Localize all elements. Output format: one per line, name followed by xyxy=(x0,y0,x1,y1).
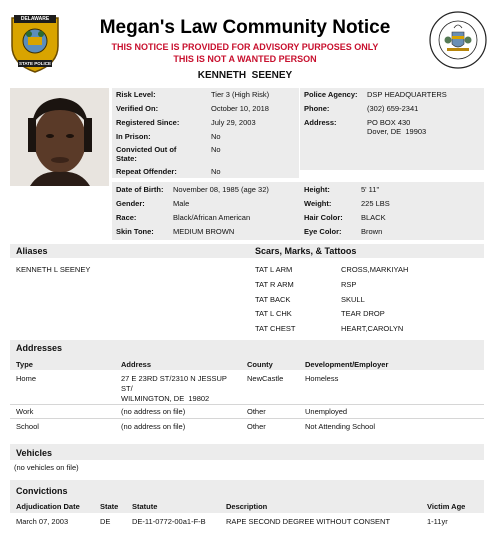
convicted-out-of-state-value: No xyxy=(211,145,221,154)
dob-value: November 08, 1985 (age 32) xyxy=(173,185,269,194)
agency-panel xyxy=(300,88,484,170)
advisory-line-2: THIS IS NOT A WANTED PERSON xyxy=(173,54,317,64)
col-county: County xyxy=(247,360,273,369)
address-dev: Unemployed xyxy=(305,407,348,416)
agency-address-line-2: Dover, DE 19903 xyxy=(367,127,427,136)
weight-label: Weight: xyxy=(304,199,332,208)
height-value: 5' 11" xyxy=(361,185,380,194)
address-line: (no address on file) xyxy=(121,407,186,416)
address-label: Address: xyxy=(304,118,337,127)
address-county: Other xyxy=(247,407,266,416)
address-dev: Not Attending School xyxy=(305,422,376,431)
registered-since-label: Registered Since: xyxy=(116,118,180,127)
skin-tone-label: Skin Tone: xyxy=(116,227,154,236)
aliases-title: Aliases xyxy=(16,246,48,256)
dob-label: Date of Birth: xyxy=(116,185,164,194)
badge-bottom-text: STATE POLICE xyxy=(18,61,52,66)
in-prison-label: In Prison: xyxy=(116,132,151,141)
address-dev: Homeless xyxy=(305,374,339,383)
address-line: 27 E 23RD ST/2310 N JESSUP xyxy=(121,374,227,383)
address-line: (no address on file) xyxy=(121,422,186,431)
conviction-statute: DE-11-0772-00a1-F-B xyxy=(132,517,206,526)
row-divider xyxy=(10,418,484,419)
address-line: ST/ xyxy=(121,384,133,393)
col-address: Address xyxy=(121,360,152,369)
eye-color-label: Eye Color: xyxy=(304,227,342,236)
conviction-date: March 07, 2003 xyxy=(16,517,69,526)
col-development: Development/Employer xyxy=(305,360,389,369)
scar-type: TAT L ARM xyxy=(255,265,293,274)
race-value: Black/African American xyxy=(173,213,251,222)
scar-desc: SKULL xyxy=(341,295,365,304)
conviction-description: RAPE SECOND DEGREE WITHOUT CONSENT xyxy=(226,517,391,526)
height-label: Height: xyxy=(304,185,330,194)
delaware-seal-logo xyxy=(428,10,488,70)
registration-details-panel xyxy=(112,88,299,178)
col-statute: Statute xyxy=(132,502,158,511)
aliases-header xyxy=(10,244,484,258)
risk-level-value: Tier 3 (High Risk) xyxy=(211,90,270,99)
hair-color-label: Hair Color: xyxy=(304,213,343,222)
gender-label: Gender: xyxy=(116,199,145,208)
phone-value: (302) 659-2341 xyxy=(367,104,419,113)
gender-value: Male xyxy=(173,199,190,208)
address-line: WILMINGTON, DE 19802 xyxy=(121,394,210,403)
conviction-victim-age: 1-11yr xyxy=(427,517,448,526)
address-county: Other xyxy=(247,422,266,431)
agency-address-line-1: PO BOX 430 xyxy=(367,118,411,127)
address-type: School xyxy=(16,422,39,431)
offender-photo xyxy=(10,88,109,186)
physical-description-panel xyxy=(112,182,484,240)
convicted-out-of-state-label: Convicted Out of State: xyxy=(116,145,177,163)
detail-row xyxy=(116,90,156,99)
police-agency-value: DSP HEADQUARTERS xyxy=(367,90,447,99)
scar-desc: RSP xyxy=(341,280,357,289)
col-state: State xyxy=(100,502,119,511)
scar-desc: HEART,CAROLYN xyxy=(341,324,404,333)
scar-type: TAT CHEST xyxy=(255,324,296,333)
col-description: Description xyxy=(226,502,268,511)
convictions-title: Convictions xyxy=(16,486,68,496)
scars-title: Scars, Marks, & Tattoos xyxy=(255,246,357,256)
police-agency-label: Police Agency: xyxy=(304,90,358,99)
addresses-title: Addresses xyxy=(16,343,63,353)
repeat-offender-value: No xyxy=(211,167,221,176)
scar-desc: TEAR DROP xyxy=(341,309,385,318)
advisory-line-1: THIS NOTICE IS PROVIDED FOR ADVISORY PURPOSES ONLY xyxy=(111,42,379,52)
skin-tone-value: MEDIUM BROWN xyxy=(173,227,235,236)
alias-item: KENNETH L SEENEY xyxy=(16,265,91,274)
risk-level-label: Risk Level: xyxy=(116,90,156,99)
badge-top-text: DELAWARE xyxy=(20,16,50,22)
verified-on-label: Verified On: xyxy=(116,104,159,113)
convictions-header xyxy=(10,480,484,513)
scar-desc: CROSS,MARKIYAH xyxy=(341,265,409,274)
col-type: Type xyxy=(16,360,33,369)
hair-color-value: BLACK xyxy=(361,213,386,222)
page-title: Megan's Law Community Notice xyxy=(99,17,391,38)
offender-name: KENNETH SEENEY xyxy=(197,70,293,81)
race-label: Race: xyxy=(116,213,137,222)
scar-type: TAT L CHK xyxy=(255,309,292,318)
vehicles-title: Vehicles xyxy=(16,448,53,458)
address-county: NewCastle xyxy=(247,374,284,383)
address-type: Home xyxy=(16,374,37,383)
verified-on-value: October 10, 2018 xyxy=(211,104,269,113)
state-police-badge-logo xyxy=(8,12,62,74)
col-victim-age: Victim Age xyxy=(427,502,466,511)
vehicles-text: (no vehicles on file) xyxy=(14,463,79,472)
registered-since-value: July 29, 2003 xyxy=(211,118,256,127)
eye-color-value: Brown xyxy=(361,227,383,236)
addresses-header xyxy=(10,340,484,370)
col-adjudication-date: Adjudication Date xyxy=(16,502,80,511)
address-type: Work xyxy=(16,407,34,416)
vehicles-header xyxy=(10,444,484,460)
weight-value: 225 LBS xyxy=(361,199,390,208)
row-divider xyxy=(10,404,484,405)
in-prison-value: No xyxy=(211,132,221,141)
scar-type: TAT BACK xyxy=(255,295,291,304)
repeat-offender-label: Repeat Offender: xyxy=(116,167,177,176)
conviction-state: DE xyxy=(100,517,111,526)
phone-label: Phone: xyxy=(304,104,330,113)
scar-type: TAT R ARM xyxy=(255,280,294,289)
